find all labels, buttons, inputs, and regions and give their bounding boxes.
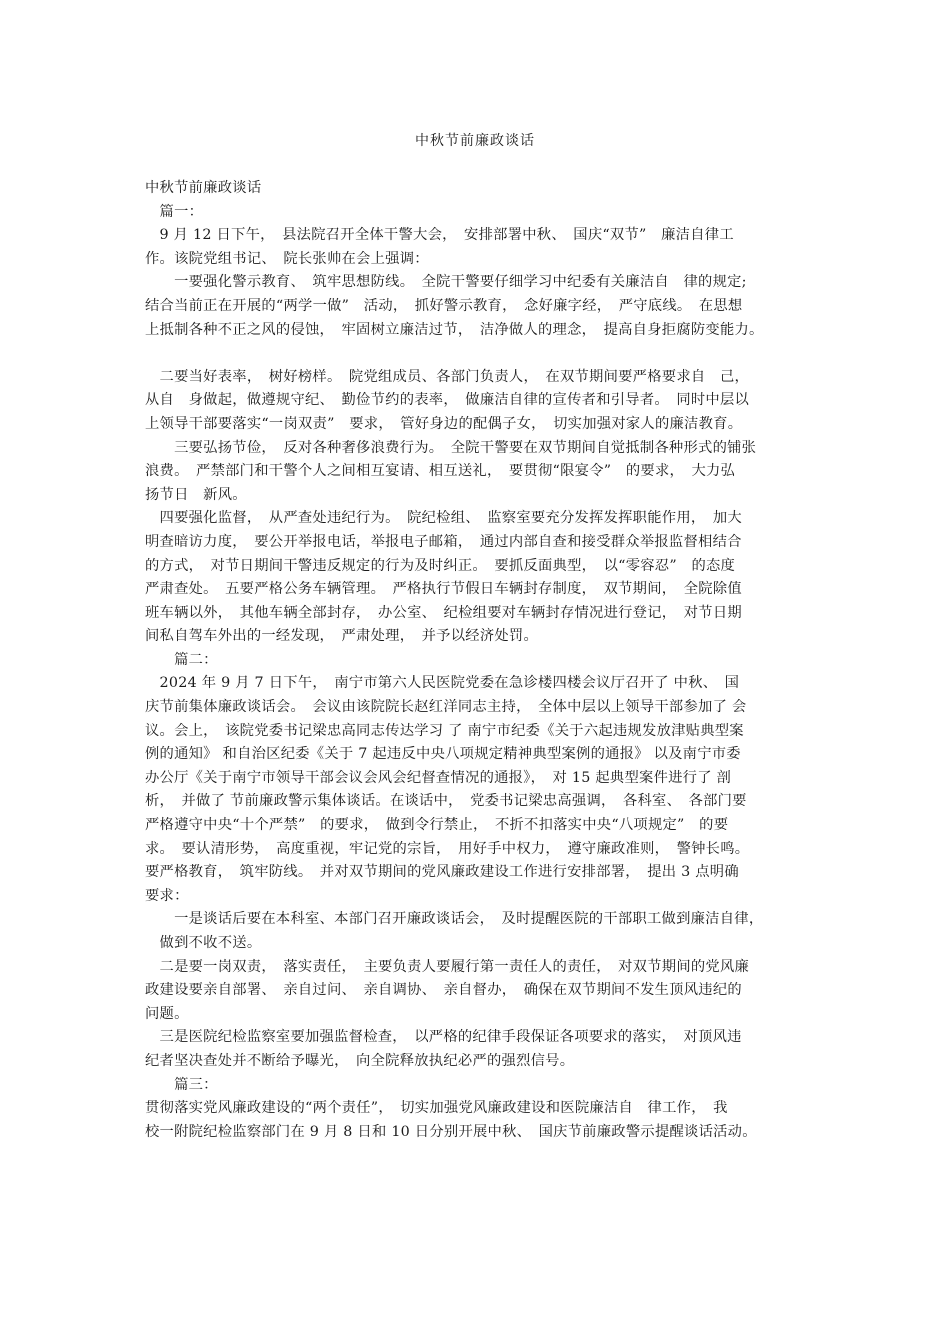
text-line: 例的通知》 和自治区纪委《关于 7 起违反中央八项规定精神典型案例的通报》 以及南宁市委: [145, 746, 741, 763]
text-line: 中秋节前廉政谈话: [145, 180, 262, 196]
text-line: 四要强化监督， 从严查处违纪行为。 院纪检组、 监察室要充分发挥发挥职能作用， 加大: [145, 510, 742, 527]
text-line: 间私自驾车外出的一经发现， 严肃处理， 并予以经济处罚。: [145, 628, 539, 645]
text-line: 办公厅《关于南宁市领导干部会议会风会纪督查情况的通报》， 对 15 起典型案件进行了 剖: [145, 769, 732, 786]
text-line: 校一附院纪检监察部门在 9 月 8 日和 10 日分别开展中秋、 国庆节前廉政警示提醒谈话活动。: [145, 1123, 757, 1140]
text-line: 浪费。 严禁部门和干警个人之间相互宴请、相互送礼， 要贯彻“限宴令” 的要求， 大力弘: [145, 463, 736, 480]
blank-line: [145, 342, 820, 366]
text-line: 2024 年 9 月 7 日下午， 南宁市第六人民医院党委在急诊楼四楼会议厅召开了 中秋、 国: [145, 675, 740, 692]
text-line: 要求：: [145, 887, 189, 904]
text-line: 问题。: [145, 1005, 189, 1022]
text-line: 的方式， 对节日期间干警违反规定的行为及时纠正。 要抓反面典型， 以“零容忍” 的态度: [145, 557, 736, 574]
text-line: 上领导干部要落实“一岗双责” 要求， 管好身边的配偶子女， 切实加强对家人的廉洁教育。: [145, 415, 743, 432]
text-line: 析， 并做了 节前廉政警示集体谈话。在谈话中， 党委书记梁忠高强调， 各科室、 各部门要: [145, 793, 747, 810]
text-line: 9 月 12 日下午， 县法院召开全体干警大会， 安排部署中秋、 国庆“双节” 廉洁自律工: [145, 227, 734, 244]
text-line: 作。该院党组书记、 院长张帅在会上强调：: [145, 250, 429, 267]
text-line: 篇三：: [145, 1076, 218, 1093]
text-line: 班车辆以外， 其他车辆全部封存， 办公室、 纪检组要对车辆封存情况进行登记， 对节日期: [145, 604, 742, 621]
text-line: 纪者坚决查处并不断给予曝光， 向全院释放执纪必严的强烈信号。: [145, 1052, 575, 1069]
text-line: 政建设要亲自部署、 亲自过问、 亲自调协、 亲自督办， 确保在双节期间不发生顶风违纪的: [145, 982, 742, 999]
text-line: 三是医院纪检监察室要加强监督检查， 以严格的纪律手段保证各项要求的落实， 对顶风违: [145, 1029, 742, 1046]
text-line: 要严格教育， 筑牢防线。 并对双节期间的党风廉政建设工作进行安排部署， 提出 3 点明确: [145, 864, 739, 881]
document-title: 中秋节前廉政谈话: [415, 133, 535, 149]
text-line: 一要强化警示教育、 筑牢思想防线。 全院干警要仔细学习中纪委有关廉洁自 律的规定;: [145, 274, 747, 291]
text-line: 扬节日 新风。: [145, 486, 247, 503]
document-body: [145, 177, 820, 1144]
text-line: 从自 身做起，做遵规守纪、 勤俭节约的表率， 做廉洁自律的宣传者和引导者。 同时中层以: [145, 392, 750, 409]
text-line: 求。 要认清形势， 高度重视，牢记党的宗旨， 用好手中权力， 遵守廉政准则， 警钟长鸣。: [145, 840, 750, 857]
text-line: 严肃查处。 五要严格公务车辆管理。 严格执行节假日车辆封存制度， 双节期间， 全院除值: [145, 581, 742, 598]
text-line: 三要弘扬节俭， 反对各种奢侈浪费行为。 全院干警要在双节期间自觉抵制各种形式的铺张: [145, 439, 757, 456]
text-line: 二要当好表率， 树好榜样。 院党组成员、各部门负责人， 在双节期间要严格要求自 己，: [145, 368, 750, 385]
text-line: 严格遵守中央“十个严禁” 的要求， 做到令行禁止， 不折不扣落实中央“八项规定” 的要: [145, 817, 729, 834]
text-line: 篇一：: [145, 203, 204, 220]
text-line: 篇二：: [145, 651, 218, 668]
text-line: 结合当前正在开展的“两学一做” 活动， 抓好警示教育， 念好廉字经， 严守底线。 在思想: [145, 297, 743, 314]
text-line: 二是要一岗双责， 落实责任， 主要负责人要履行第一责任人的责任， 对双节期间的党风廉: [145, 958, 750, 975]
text-line: 明查暗访力度， 要公开举报电话，举报电子邮箱， 通过内部自查和接受群众举报监督相结合: [145, 533, 742, 550]
text-line: 议。会上， 该院党委书记梁忠高同志传达学习 了 南宁市纪委《关于六起违规发放津贴典型案: [145, 722, 744, 739]
text-line: 一是谈话后要在本科室、本部门召开廉政谈话会， 及时提醒医院的干部职工做到廉洁自律，: [145, 911, 764, 928]
text-line: 贯彻落实党风廉政建设的“两个责任”， 切实加强党风廉政建设和医院廉洁自 律工作， 我: [145, 1100, 728, 1117]
text-line: 庆节前集体廉政谈话会。 会议由该院院长赵红洋同志主持， 全体中层以上领导干部参加了 会: [145, 699, 747, 716]
text-line: 上抵制各种不正之风的侵蚀， 牢固树立廉洁过节， 洁净做人的理念， 提高自身拒腐防变能力。: [145, 321, 764, 338]
text-line: 做到不收不送。: [145, 935, 262, 951]
